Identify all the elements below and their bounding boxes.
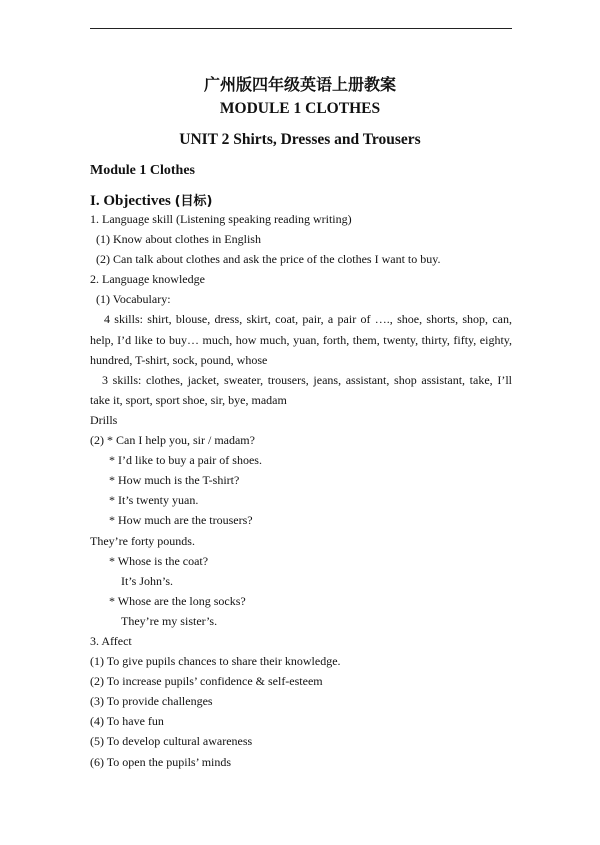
text-line: 2. Language knowledge (90, 272, 205, 287)
text-line: Drills (90, 412, 118, 427)
text-line: (3) To provide challenges (90, 694, 213, 709)
text-line: It’s John’s. (121, 573, 174, 588)
objectives-label-cn: (目标) (174, 194, 213, 209)
text-line: * Whose is the coat? (109, 553, 209, 568)
text-line: * It’s twenty yuan. (109, 493, 199, 508)
text-line: * How much are the trousers? (109, 513, 253, 528)
document-title-cn: 广州版四年级英语上册教案 (203, 75, 396, 94)
objectives-heading (90, 190, 212, 210)
unit-heading: UNIT 2 Shirts, Dresses and Trousers (179, 131, 421, 148)
text-line: 1. Language skill (Listening speaking reading writing) (90, 212, 352, 226)
text-line: (4) To have fun (90, 714, 164, 729)
text-line: take it, sport, sport shoe, sir, bye, madam (90, 392, 287, 407)
text-line: (2) Can talk about clothes and ask the price of the clothes I want to buy. (96, 252, 441, 267)
section-module-heading: Module 1 Clothes (90, 163, 195, 178)
text-line: They’re my sister’s. (121, 613, 218, 628)
header-rule (90, 28, 512, 29)
body-text (90, 209, 512, 772)
text-line: help, I’d like to buy… much, how much, yuan, forth, them, twenty, thirty, fifty, eighty, (90, 332, 512, 347)
module-heading: MODULE 1 CLOTHES (219, 100, 381, 117)
text-line: hundred, T-shirt, sock, pound, whose (90, 352, 268, 367)
text-line: 4 skills: shirt, blouse, dress, skirt, coat, pair, a pair of …., shoe, shorts, shop, can, (104, 312, 512, 327)
text-line: * How much is the T-shirt? (109, 473, 240, 488)
text-line: 3 skills: clothes, jacket, sweater, trousers, jeans, assistant, shop assistant, take, I’ll (102, 372, 512, 387)
text-line: They’re forty pounds. (90, 533, 195, 548)
text-line: (2) To increase pupils’ confidence & self-esteem (90, 674, 323, 689)
text-line: 3. Affect (90, 633, 132, 648)
text-line: * I’d like to buy a pair of shoes. (109, 453, 262, 468)
text-line: (1) Know about clothes in English (96, 232, 261, 247)
text-line: (1) Vocabulary: (96, 292, 171, 307)
text-line: (2) * Can I help you, sir / madam? (90, 433, 255, 448)
text-line: (5) To develop cultural awareness (90, 734, 253, 749)
text-line: * Whose are the long socks? (109, 593, 246, 608)
text-line: (1) To give pupils chances to share their knowledge. (90, 654, 341, 669)
objectives-label: I. Objectives (90, 193, 175, 209)
text-line: (6) To open the pupils’ minds (90, 754, 232, 769)
